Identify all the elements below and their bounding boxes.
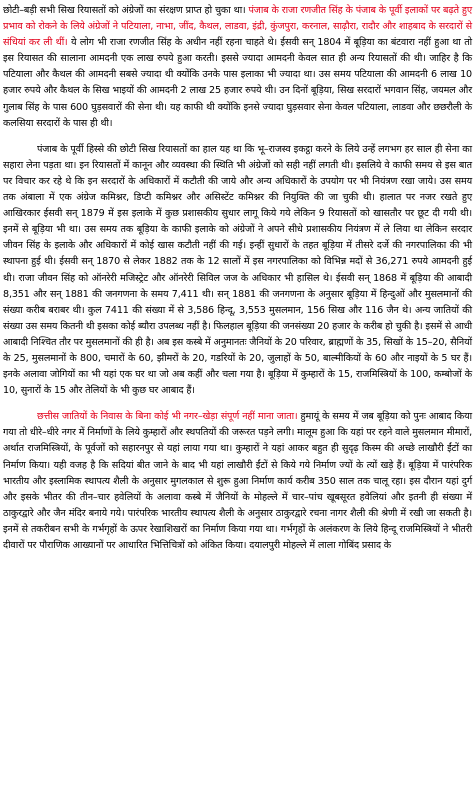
paragraph-1-run-1: छोटी–बड़ी सभी सिख रियासतों को अंग्रेजों का संरक्षण प्राप्त हो चुका था। (3, 5, 249, 16)
paragraph-2-run-1: पंजाब के पूर्वी हिस्से की छोटी सिख रियासतों का हाल यह था कि भू–राजस्व इकट्ठा करने के लिये उन्हें लगभग हर साल ही सेना का सहारा लेना पड़ता था। इन रियासतों में कानून और व्यवस्था की स्थिति भी अंग्रेजों को सही नहीं लगती थी। इसलिये वे काफी समय से इस बात पर विचार कर रहे थे कि इन सरदारों के अधिकारों में कटौती की जाये और अन्य अधिकारों के उपयोग पर भी नियंत्रण रखा जाये। उस समय तक अंबाला में एक अंग्रेज कमिश्नर, डिप्टी कमिश्नर और असिस्टेंट कमिश्नर की नियुक्ति की जा चुकी थी। हालात पर नजर रखते हुए आखिरकार ईसवी सन् 1879 में इस इलाके में कुछ प्रशासकीय सुधार लागू किये गये लेकिन 9 रियासतों को खासतौर पर छूट दी गयी थी। इनमें से बूड़िया भी था। उस समय तक बूड़िया के काफी इलाके को अंग्रेजों ने अपने सीधे प्रशासकीय नियंत्रण में ले लिया था लेकिन सरदार जीवन सिंह के इलाके और अधिकारों में कोई खास कटौती नहीं की गई। इन्हीं सुधारों के तहत बूड़िया में तीसरे दर्जे की नगरपालिका की भी स्थापना हुई थी। ईसवी सन् 1870 से लेकर 1882 तक के 12 सालों में इस नगरपालिका को विभिन्न मदों से 36,271 रुपये आमदनी हुई थी। राजा जीवन सिंह को ऑनरेरी मजिस्ट्रेट और ऑनरेरी सिविल जज के अधिकार भी हासिल थे। ईसवी सन् 1868 में बूड़िया की आबादी 8,351 और सन् 1881 की जनगणना के समय 7,411 थी। सन् 1881 की जनगणना के अनुसार बूड़िया में हिन्दुओं और मुसलमानों की संख्या करीब बराबर थी। कुल 7411 की संख्या में से 3,586 हिन्दू, 3,553 मुसलमान, 156 सिख और 116 जैन थे। अन्य जातियों की संख्या उस समय कितनी थी इसका कोई ब्यौरा उपलब्ध नहीं है। फिलहाल बूड़िया की जनसंख्या 20 हजार के करीब हो चुकी है। इसमें से आधी आबादी निश्चित तौर पर मुसलमानों की ही है। अब इस कस्बे में अनुमानतः जैनियों के 20 परिवार, ब्राह्मणों के 35, सिखों के 15–20, सैनियों के 25, मुसलमानों के 800, चमारों के 60, झीमरों के 20, गडरियों के 20, जुलाहों के 50, बाल्मीकियों के 60 और नाइयों के 5 घर हैं। इनके अलावा जोगियों का भी यहां एक घर था जो अब कहीं और चला गया है। बूड़िया में कुम्हारों के 15, राजमिस्त्रियों के 100, कम्बोजों के 10, सुनारों के 15 और तेलियों के भी कुछ घर आबाद हैं। (3, 143, 472, 397)
paragraph-2 (3, 142, 472, 400)
paragraph-1 (3, 3, 472, 132)
paragraph-3 (3, 409, 472, 554)
paragraph-3-run-2: हुमायूं के समय में जब बूड़िया को पुनः आबाद किया गया तो धीरे–धीरे नगर में निर्माणों के लिये कुम्हारों और स्थपतियों की जरूरत पड़ने लगी। मालूम हुआ कि यहां पर रहने वाले मुसलमान मीमारों, अर्थात राजमिस्त्रियों, के पूर्वजों को सहारनपुर से यहां लाया गया था। कुम्हारों ने यहां आकर बहुत ही सुदृढ़ किस्म की अच्छे लाखौरी ईंटों का निर्माण किया। यही वजह है कि सदियां बीत जाने के बाद भी यहां लाखौरी ईंटों से किये गये निर्माण ज्यों के त्यों खड़े हैं। बूड़िया में पारंपरिक भारतीय और इस्लामिक स्थापत्य शैली के अनुसार मुगलकाल से शुरू हुआ निर्माण कार्य करीब 350 साल तक चालू रहा। इस दौरान यहां दुर्ग और इसके भीतर की तीन–चार हवेलियों के अलावा कस्बे में जैनियों के मोहल्ले में चार–पांच खूबसूरत हवेलियां और इतनी ही संख्या में ठाकुरद्वारे और जैन मंदिर बनाये गये। पारंपरिक भारतीय स्थापत्य शैली के अनुसार ठाकुरद्वारे रचना नागर शैली की श्रेणी में रखी जा सकती है। इनमें से तकरीबन सभी के गर्भगृहों के ऊपर रेखाशिखरों का निर्माण किया गया था। गर्भगृहों के अलंकरण के लिये हिन्दू राजमिस्त्रियों ने भीतरी दीवारों पर पौराणिक आख्यानों पर आधारित भित्तिचित्रों को अंकित किया। दयालपुरी मोहल्ले में लाला गोबिंद प्रसाद के (3, 411, 473, 551)
paragraph-3-highlight: छत्तीस जातियों के निवास के बिना कोई भी नगर–खेड़ा संपूर्ण नहीं माना जाता। (37, 411, 298, 423)
paragraph-1-highlight: पंजाब के राजा रणजीत सिंह के पंजाब के पूर्वी इलाकों पर बढ़ते हुए प्रभाव को रोकने के लिये अंग्रेजों ने पटियाला, नाभा, जींद, कैथल, लाडवा, इंद्री, कुंजपुरा, करनाल, साढ़ौरा, रादौर और शाहबाद के सरदारों से संधियां कर ली थीं। (3, 5, 472, 49)
paragraph-1-run-3: ये लोग भी राजा रणजीत सिंह के अधीन नहीं रहना चाहते थे। ईसवी सन् 1804 में बूड़िया का बंटवारा नहीं हुआ था तो इस रियासत की सालाना आमदनी एक लाख रुपये हुआ करती। इससे ज्यादा आमदनी केवल सात ही अन्य रियासतों की थी। जाहिर है कि पटियाला और कैथल की आमदनी सबसे ज्यादा थी क्योंकि उनके पास इलाका भी ज्यादा था। उस समय पटियाला की आमदनी 6 लाख 10 हजार रुपये और कैथल के सिख भाइयों की आमदनी 2 लाख 25 हजार रुपये थी। उन दिनों बूड़िया, सिख सरदारों भगवान सिंह, जयमल और गुलाब सिंह के पास 600 घुड़सवारों की सेना थी। यह काफी थी क्योंकि इनसे ज्यादा घुड़सवार सेना केवल पटियाला, लाडवा और छछरौली के कलसिया सरदारों के पास ही थी। (3, 37, 472, 129)
